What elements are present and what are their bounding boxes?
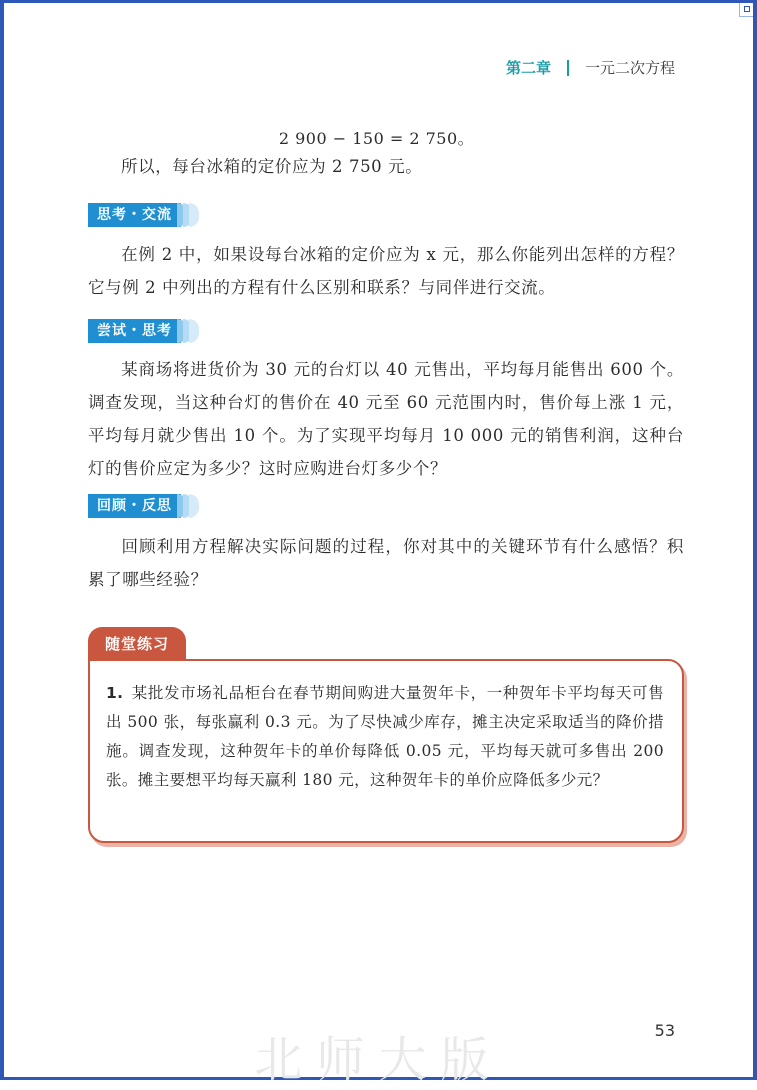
tag-tail-decoration [181,494,199,518]
equation-line [4,126,753,149]
section-paragraph-think-discuss [88,238,684,304]
section-tag-label: 尝试・思考 [88,319,181,343]
header-divider [567,60,569,76]
section-tag-review-reflect [88,494,199,518]
tag-tail-decoration [181,203,199,227]
practice-problem [106,679,664,795]
section-tag-label: 思考・交流 [88,203,181,227]
conclusion-text: 所以，每台冰箱的定价应为 2 750 元。 [121,157,423,176]
page-number: 53 [654,1021,675,1040]
corner-mark-icon [739,3,753,17]
section-tag-try-think [88,319,199,343]
equation-text: 2 900 − 150 = 2 750。 [278,129,475,148]
chapter-topic: 一元二次方程 [584,59,675,77]
section-tag-think-discuss [88,203,199,227]
chapter-label: 第二章 [505,59,551,77]
section-tag-label: 回顾・反思 [88,494,181,518]
section-paragraph-try-think [88,353,684,485]
publisher-watermark: 北师大版 [254,1032,503,1088]
conclusion-paragraph [88,150,684,183]
practice-title: 随堂练习 [88,627,186,661]
tag-tail-decoration [181,319,199,343]
section-paragraph-review-reflect [88,530,684,596]
problem-number: 1. [106,684,124,702]
section-text: 在例 2 中，如果设每台冰箱的定价应为 x 元，那么你能列出怎样的方程？它与例 2 中列出的方程有什么区别和联系？与同伴进行交流。 [88,245,684,297]
section-text: 回顾利用方程解决实际问题的过程，你对其中的关键环节有什么感悟？积累了哪些经验？ [88,537,684,589]
running-header [506,57,675,78]
section-text: 某商场将进货价为 30 元的台灯以 40 元售出，平均每月能售出 600 个。调查发现，当这种台灯的售价在 40 元至 60 元范围内时，售价每上涨 1 元，平均每月就少售出 10 个。为了实现平均每月 10 000 元的销售利润，这种台灯的售价应定为多少？这时应购进台灯多少个？ [88,360,684,478]
practice-box [88,659,684,843]
problem-text: 某批发市场礼品柜台在春节期间购进大量贺年卡，一种贺年卡平均每天可售出 500 张，每张赢利 0.3 元。为了尽快减少库存，摊主决定采取适当的降价措施。调查发现，这种贺年卡的单价每降低 0.05 元，平均每天就可多售出 200 张。摊主要想平均每天赢利 180 元，这种贺年卡的单价应降低多少元？ [106,684,664,789]
